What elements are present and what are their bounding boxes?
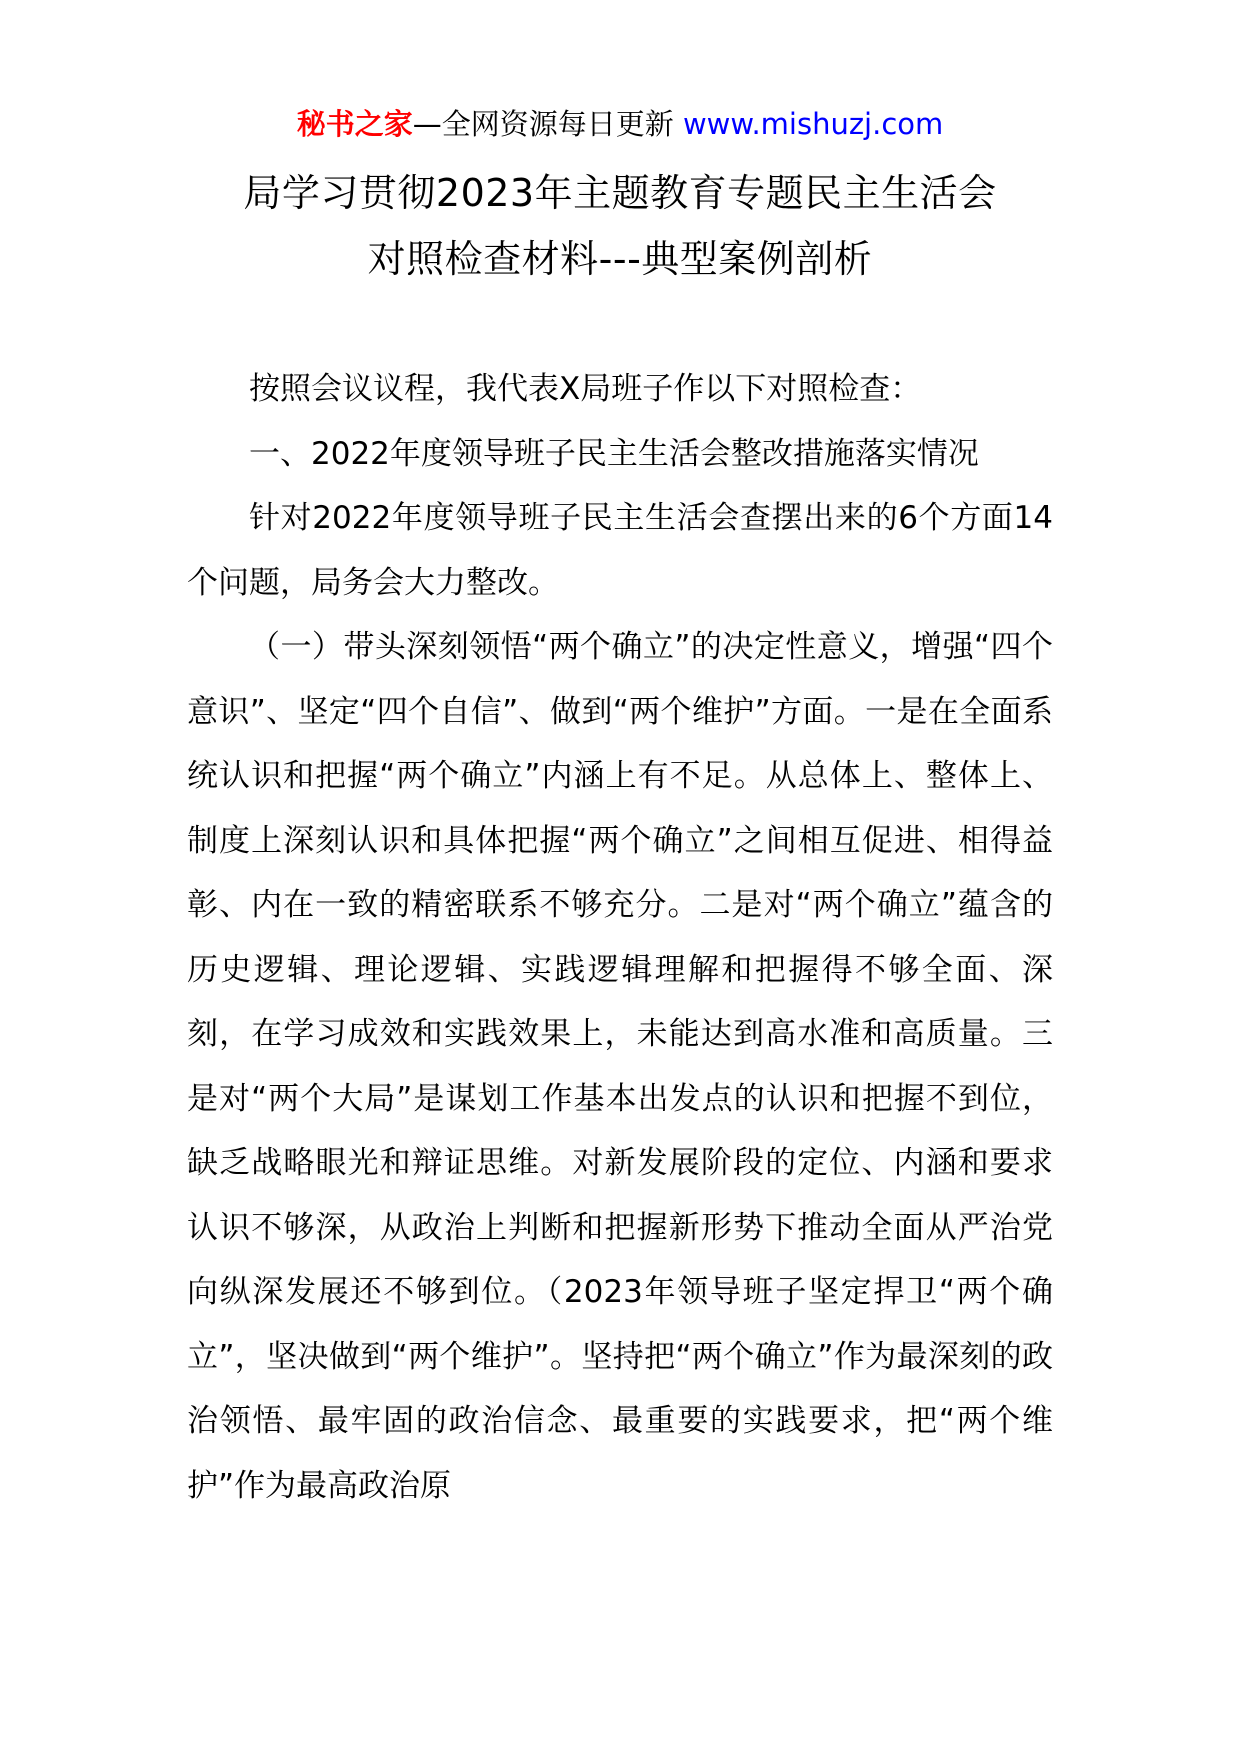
section-heading-1: 一、2022年度领导班子民主生活会整改措施落实情况 <box>249 435 979 472</box>
paragraph-item-1: （一）带头深刻领悟“两个确立”的决定性意义，增强“四个意识”、坚定“四个自信”、做到“两个维护”方面。一是在全面系统认识和把握“两个确立”内涵上有不足。从总体上、整体上、制度上深刻认识和具体把握“两个确立”之间相互促进、相得益彰、内在一致的精密联系不够充分。二是对“两个确立”蕴含的历史逻辑、理论逻辑、实践逻辑理解和把握得不够全面、深刻，在学习成效和实践效果上，未能达到高水准和高质量。三是对“两个大局”是谋划工作基本出发点的认识和把握不到位，缺乏战略眼光和辩证思维。对新发展阶段的定位、内涵和要求认识不够深，从政治上判断和把握新形势下推动全面从严治党向纵深发展还不够到位。（2023年领导班子坚定捍卫“两个确立”，坚决做到“两个维护”。坚持把“两个确立”作为最深刻的政治领悟、最牢固的政治信念、最重要的实践要求，把“两个维护”作为最高政治原 <box>187 629 1053 1504</box>
document-title-line-2: 对照检查材料---典型案例剖析 <box>367 237 873 281</box>
document-title-line-1: 局学习贯彻2023年主题教育专题民主生活会 <box>243 171 997 215</box>
site-header <box>0 104 1240 144</box>
paragraph-summary: 针对2022年度领导班子民主生活会查摆出来的6个方面14个问题，局务会大力整改。 <box>187 500 1053 601</box>
paragraph-intro: 按照会议议程，我代表X局班子作以下对照检查： <box>249 371 922 407</box>
site-tagline: —全网资源每日更新 <box>412 107 674 141</box>
site-brand: 秘书之家 <box>296 107 413 141</box>
site-url-link[interactable]: www.mishuzj.com <box>682 107 944 141</box>
document-body <box>187 357 1053 1518</box>
